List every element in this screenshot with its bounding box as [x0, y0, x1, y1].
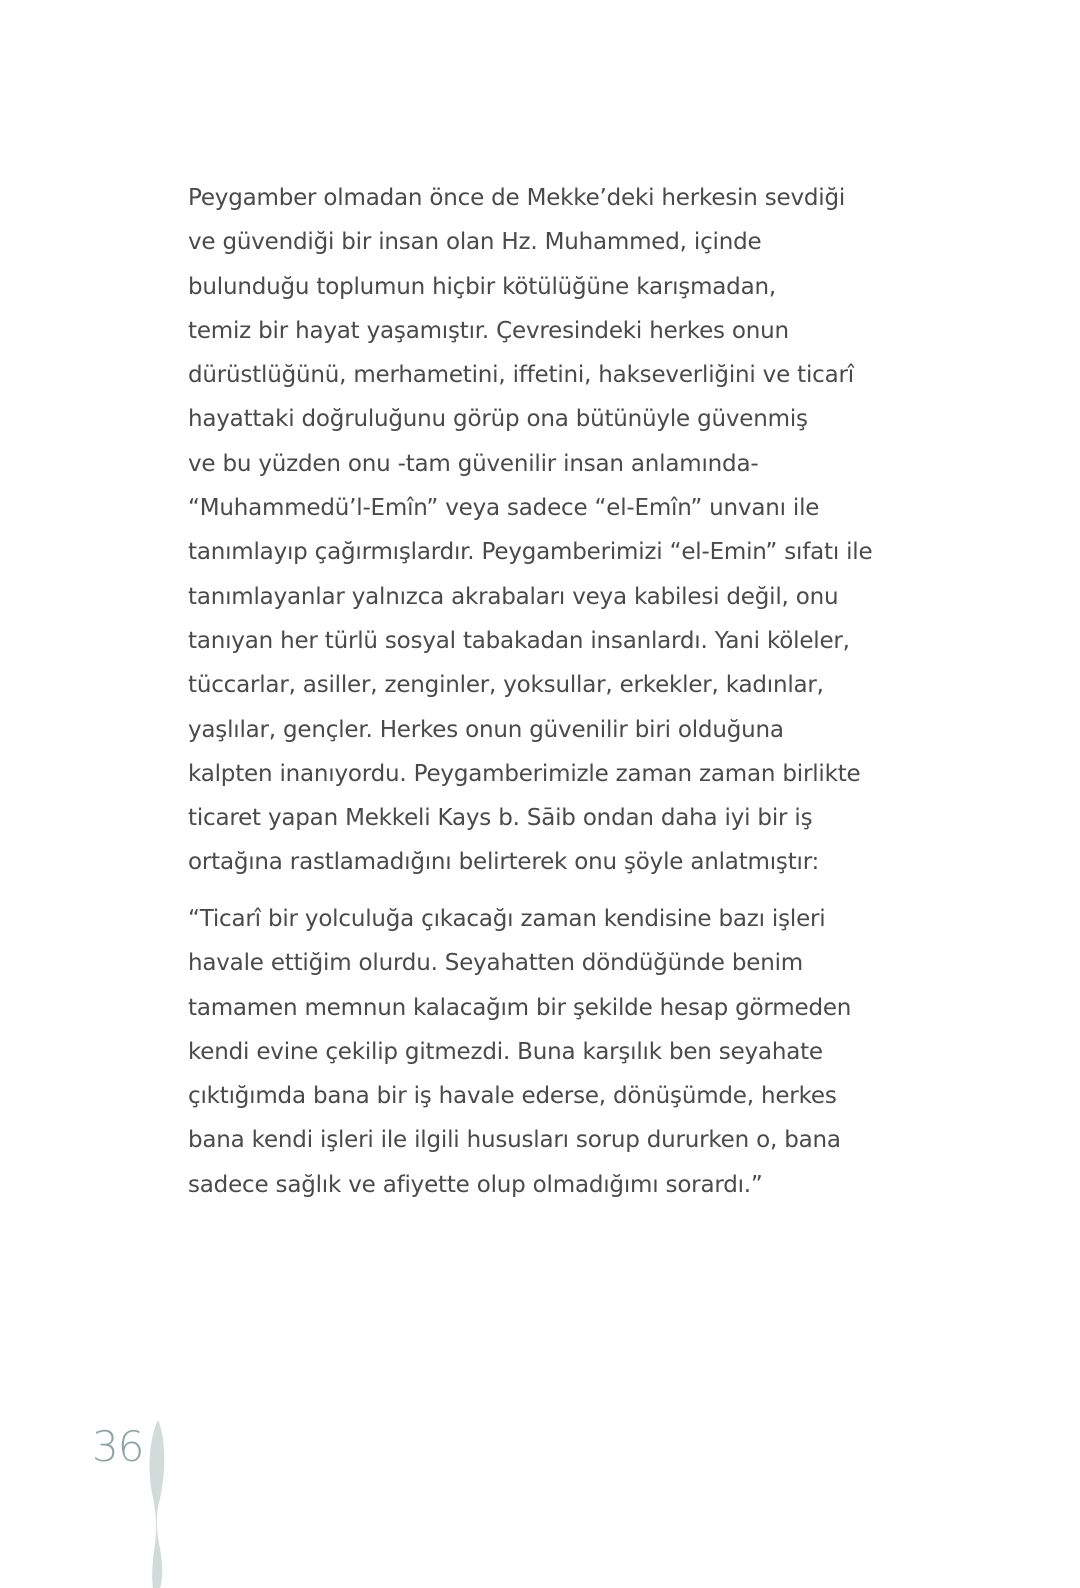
text-line: tanımlayanlar yalnızca akrabaları veya kabilesi değil, onu [188, 583, 839, 610]
text-line: kendi evine çekilip gitmezdi. Buna karşılık ben seyahate [188, 1038, 823, 1065]
leaf-ornament-icon [144, 1418, 172, 1588]
body-paragraph [188, 176, 873, 885]
text-line: çıktığımda bana bir iş havale ederse, dönüşümde, herkes [188, 1083, 837, 1110]
text-line: “Muhammedü’l-Emîn” veya sadece “el-Emîn” unvanı ile [188, 495, 820, 522]
text-line: ve güvendiği bir insan olan Hz. Muhammed, içinde [188, 229, 762, 256]
text-line: tanımlayıp çağırmışlardır. Peygamberimizi “el-Emin” sıfatı ile [188, 539, 873, 566]
page-number: 36 [92, 1422, 144, 1471]
text-line: kalpten inanıyordu. Peygamberimizle zaman zaman birlikte [188, 760, 861, 787]
text-line: bulunduğu toplumun hiçbir kötülüğüne karışmadan, [188, 273, 776, 300]
text-line: havale ettiğim olurdu. Seyahatten döndüğünde benim [188, 950, 803, 977]
quote-paragraph [188, 897, 852, 1207]
text-line: ticaret yapan Mekkeli Kays b. Sāib ondan daha iyi bir iş [188, 805, 813, 832]
text-line: tanıyan her türlü sosyal tabakadan insanlardı. Yani köleler, [188, 627, 850, 654]
text-line: tüccarlar, asiller, zenginler, yoksullar, erkekler, kadınlar, [188, 672, 824, 699]
text-line: yaşlılar, gençler. Herkes onun güvenilir biri olduğuna [188, 716, 784, 743]
text-line: dürüstlüğünü, merhametini, iffetini, hakseverliğini ve ticarî [188, 362, 854, 389]
text-line: hayattaki doğruluğunu görüp ona bütünüyle güvenmiş [188, 406, 808, 433]
text-line: “Ticarî bir yolculuğa çıkacağı zaman kendisine bazı işleri [188, 906, 826, 932]
text-line: bana kendi işleri ile ilgili hususları sorup dururken o, bana [188, 1127, 841, 1154]
text-line: temiz bir hayat yaşamıştır. Çevresindeki herkes onun [188, 317, 789, 344]
text-line: Peygamber olmadan önce de Mekke’deki herkesin sevdiği [188, 185, 846, 211]
text-line: ve bu yüzden onu -tam güvenilir insan anlamında- [188, 450, 759, 477]
text-line: tamamen memnun kalacağım bir şekilde hesap görmeden [188, 994, 852, 1021]
text-line: ortağına rastlamadığını belirterek onu şöyle anlatmıştır: [188, 849, 820, 876]
text-line: sadece sağlık ve afiyette olup olmadığımı sorardı.” [188, 1171, 763, 1198]
